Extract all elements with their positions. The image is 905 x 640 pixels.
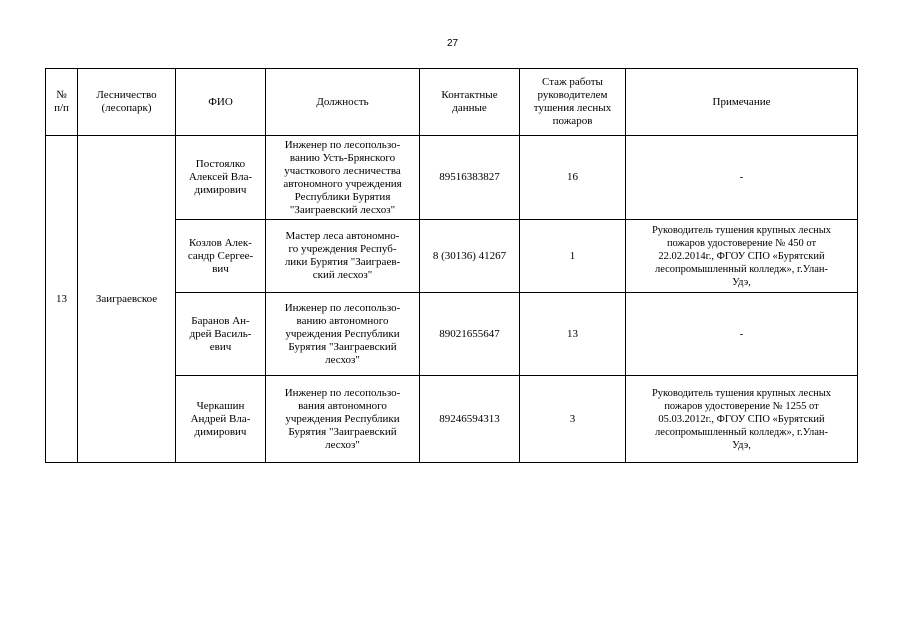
contacts-cell: 89516383827 [420,136,520,220]
header-position: Должность [266,69,420,136]
fio-cell: Козлов Алек- сандр Сергее- вич [176,220,266,293]
experience-cell: 16 [520,136,626,220]
contacts-cell: 89021655647 [420,293,520,376]
fio-cell: Постоялко Алексей Вла- димирович [176,136,266,220]
header-note: Примечание [626,69,858,136]
page-number: 27 [446,38,459,49]
fio-cell: Черкашин Андрей Вла- димирович [176,376,266,463]
group-forestry-cell: Заиграевское [78,136,176,463]
note-cell: Руководитель тушения крупных лесных пожаров удостоверение № 1255 от 05.03.2012г., ФГОУ СПО «Бурятский лесопромышленный колледж», г.Улан- Удэ, [626,376,858,463]
table-header-row [46,69,858,136]
position-cell: Инженер по лесопользо- вания автономного учреждения Республики Бурятия "Заиграевский лесхоз" [266,376,420,463]
position-cell: Мастер леса автономно- го учреждения Респуб- лики Бурятия "Заиграев- ский лесхоз" [266,220,420,293]
position-cell: Инженер по лесопользо- ванию автономного учреждения Республики Бурятия "Заиграевский лесхоз" [266,293,420,376]
experience-cell: 3 [520,376,626,463]
header-contacts: Контактные данные [420,69,520,136]
experience-cell: 1 [520,220,626,293]
note-cell: - [626,136,858,220]
fio-cell: Баранов Ан- дрей Василь- евич [176,293,266,376]
experience-cell: 13 [520,293,626,376]
table-row [46,136,858,220]
forestry-personnel-table [45,68,858,463]
header-num: № п/п [46,69,78,136]
group-num-cell: 13 [46,136,78,463]
note-cell: Руководитель тушения крупных лесных пожаров удостоверение № 450 от 22.02.2014г., ФГОУ СПО «Бурятский лесопромышленный колледж», г.Улан- Удэ, [626,220,858,293]
note-cell: - [626,293,858,376]
contacts-cell: 8 (30136) 41267 [420,220,520,293]
header-forestry: Лесничество (лесопарк) [78,69,176,136]
header-experience: Стаж работы руководителем тушения лесных пожаров [520,69,626,136]
contacts-cell: 89246594313 [420,376,520,463]
header-fio: ФИО [176,69,266,136]
position-cell: Инженер по лесопользо- ванию Усть-Брянского участкового лесничества автономного учреждения Республики Бурятия "Заиграевский лесхоз" [266,136,420,220]
